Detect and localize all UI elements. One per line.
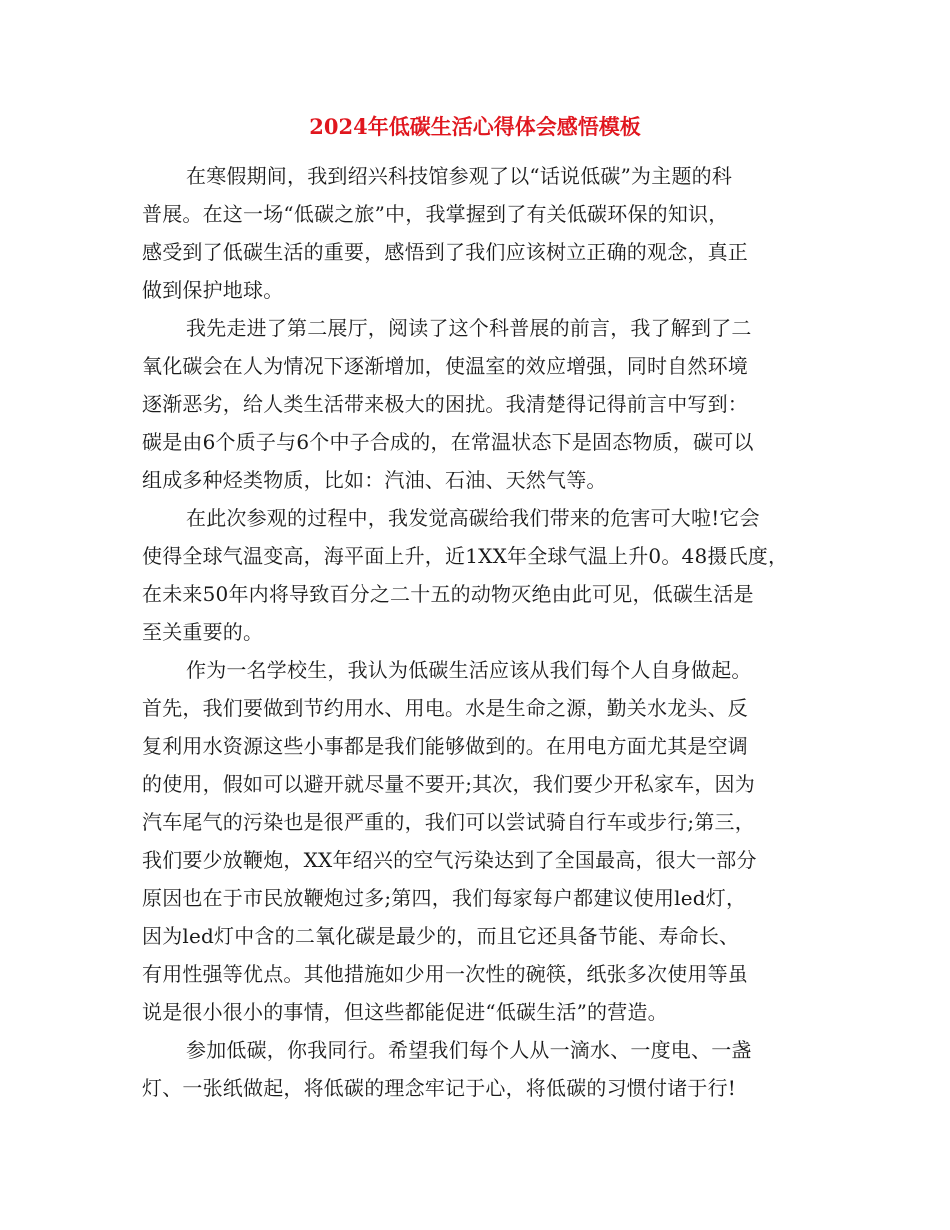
document-title: 2024年低碳生活心得体会感悟模板	[309, 114, 641, 139]
paragraph-2-line-1: 我先走进了第二展厅，阅读了这个科普展的前言，我了解到了二	[186, 316, 752, 340]
paragraph-1-line-1: 在寒假期间，我到绍兴科技馆参观了以“话说低碳”为主题的科	[186, 164, 733, 188]
paragraph-4-line-1: 作为一名学校生，我认为低碳生活应该从我们每个人自身做起。	[186, 658, 752, 682]
paragraph-4-line-8: 因为led灯中含的二氧化碳是最少的，而且它还具备节能、寿命长、	[142, 924, 740, 948]
paragraph-1-line-2: 普展。在这一场“低碳之旅”中，我掌握到了有关低碳环保的知识，	[142, 202, 729, 226]
paragraph-4-line-9: 有用性强等优点。其他措施如少用一次性的碗筷，纸张多次使用等虽	[142, 962, 748, 986]
paragraph-3-line-2: 使得全球气温变高，海平面上升，近1XX年全球气温上升0。48摄氏度，	[142, 544, 789, 568]
paragraph-2-line-5: 组成多种烃类物质，比如：汽油、石油、天然气等。	[142, 468, 607, 492]
paragraph-3-line-3: 在未来50年内将导致百分之二十五的动物灭绝由此可见，低碳生活是	[142, 582, 754, 606]
paragraph-2-line-4: 碳是由6个质子与6个中子合成的，在常温状态下是固态物质，碳可以	[142, 430, 754, 454]
paragraph-3-line-1: 在此次参观的过程中，我发觉高碳给我们带来的危害可大啦!它会	[186, 506, 760, 530]
paragraph-4-line-6: 我们要少放鞭炮，XX年绍兴的空气污染达到了全国最高，很大一部分	[142, 848, 757, 872]
paragraph-4-line-4: 的使用，假如可以避开就尽量不要开;其次，我们要少开私家车，因为	[142, 772, 755, 796]
paragraph-2-line-2: 氧化碳会在人为情况下逐渐增加，使温室的效应增强，同时自然环境	[142, 354, 748, 378]
paragraph-2-line-3: 逐渐恶劣，给人类生活带来极大的困扰。我清楚得记得前言中写到：	[142, 392, 748, 416]
paragraph-4-line-2: 首先，我们要做到节约用水、用电。水是生命之源，勤关水龙头、反	[142, 696, 748, 720]
paragraph-4-line-10: 说是很小很小的事情，但这些都能促进“低碳生活”的营造。	[142, 1000, 668, 1024]
paragraph-3-line-4: 至关重要的。	[142, 620, 264, 644]
paragraph-4-line-7: 原因也在于市民放鞭炮过多;第四，我们每家每户都建议使用led灯，	[142, 886, 747, 910]
paragraph-1-line-4: 做到保护地球。	[142, 278, 284, 302]
paragraph-4-line-5: 汽车尾气的污染也是很严重的，我们可以尝试骑自行车或步行;第三，	[142, 810, 755, 834]
paragraph-5-line-1: 参加低碳，你我同行。希望我们每个人从一滴水、一度电、一盏	[186, 1038, 752, 1062]
paragraph-4-line-3: 复利用水资源这些小事都是我们能够做到的。在用电方面尤其是空调	[142, 734, 748, 758]
paragraph-1-line-3: 感受到了低碳生活的重要，感悟到了我们应该树立正确的观念，真正	[142, 240, 748, 264]
document-body	[142, 157, 822, 1107]
paragraph-5-line-2: 灯、一张纸做起，将低碳的理念牢记于心，将低碳的习惯付诸于行!	[142, 1076, 737, 1100]
